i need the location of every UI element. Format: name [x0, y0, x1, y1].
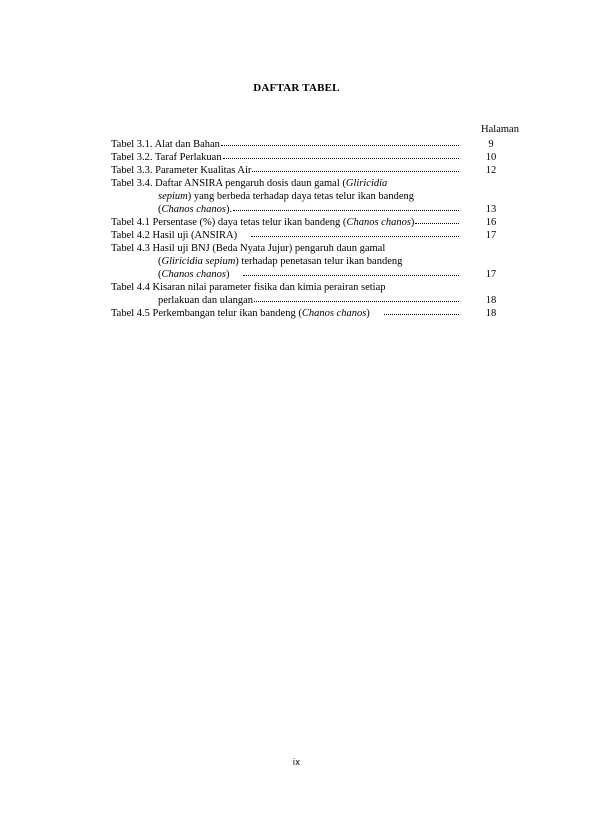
- entry-text: (: [158, 256, 162, 267]
- entry-text: Tabel 4.4 Kisaran nilai parameter fisika dan kimia perairan setiap: [111, 282, 386, 293]
- entry-text: Tabel 3.1. Alat dan Bahan: [111, 139, 220, 150]
- page-title: DAFTAR TABEL: [253, 82, 340, 94]
- entry-text: (: [158, 269, 162, 280]
- entry-text: Tabel 4.2 Hasil uji (ANSIRA): [111, 230, 238, 241]
- toc-entry-line: [111, 216, 521, 229]
- toc-entry-line: [111, 242, 521, 255]
- dot-leader: [254, 300, 459, 302]
- entry-text: perlakuan dan ulangan: [158, 295, 254, 306]
- toc-entry-line: [111, 203, 521, 216]
- page-number: 18: [485, 308, 497, 319]
- entry-text-italic: Gliricidia sepium: [161, 256, 236, 267]
- toc-entry: [111, 164, 521, 177]
- dot-leader: [251, 235, 459, 237]
- entry-text: (: [158, 204, 162, 215]
- page-number: 12: [485, 165, 497, 176]
- entry-text-italic: Chanos chanos: [301, 308, 367, 319]
- toc-entry-line: [111, 151, 521, 164]
- toc-entry-line: [111, 164, 521, 177]
- entry-text-italic: Chanos chanos: [161, 269, 226, 280]
- entry-text: ).: [225, 204, 233, 215]
- page-number: 17: [485, 230, 497, 241]
- entry-text-italic: Chanos chanos: [346, 217, 411, 228]
- dot-leader: [243, 274, 459, 276]
- toc-entry-line: [111, 307, 521, 320]
- entry-text: ): [225, 269, 230, 280]
- page-number: 17: [485, 269, 497, 280]
- dot-leader: [221, 144, 459, 146]
- entry-text: ): [366, 308, 370, 319]
- toc-entry-line: [111, 268, 521, 281]
- entry-text-italic: sepium: [158, 191, 188, 202]
- entry-text: ) yang berbeda terhadap daya tetas telur ikan bandeng: [187, 191, 414, 202]
- toc-entry-line: [111, 281, 521, 294]
- entry-text-italic: Chanos chanos: [161, 204, 226, 215]
- toc-entry: [111, 151, 521, 164]
- entry-text: Tabel 4.5 Perkembangan telur ikan bandeng (: [111, 308, 302, 319]
- dot-leader: [233, 209, 459, 211]
- dot-leader: [384, 313, 459, 315]
- toc-entry-line: [111, 255, 521, 268]
- entry-text: Tabel 4.3 Hasil uji BNJ (Beda Nyata Jujur) pengaruh daun gamal: [111, 243, 386, 254]
- dot-leader: [252, 170, 459, 172]
- toc-entry-line: [111, 138, 521, 151]
- entry-text: ) terhadap penetasan telur ikan bandeng: [235, 256, 403, 267]
- toc-entry-line: [111, 229, 521, 242]
- entry-text-italic: Gliricidia: [345, 178, 388, 189]
- toc-entry-line: [111, 294, 521, 307]
- toc-entry: [111, 307, 521, 320]
- entry-text: Tabel 3.4. Daftar ANSIRA pengaruh dosis daun gamal (: [111, 178, 346, 189]
- entry-text: Tabel 4.1 Persentase (%) daya tetas telur ikan bandeng (: [111, 217, 347, 228]
- toc-entry: [111, 138, 521, 151]
- page-number: 9: [488, 139, 494, 150]
- page-number: 13: [485, 204, 497, 215]
- entry-text: ): [410, 217, 415, 228]
- dot-leader: [223, 157, 459, 159]
- page-column-label: Halaman: [481, 124, 519, 135]
- page-number: 18: [485, 295, 497, 306]
- dot-leader: [415, 222, 459, 224]
- toc-entry-line: [111, 177, 521, 190]
- table-of-tables: [111, 138, 521, 320]
- entry-text: Tabel 3.2. Taraf Perlakuan: [111, 152, 222, 163]
- toc-entry: [111, 242, 521, 281]
- entry-text: Tabel 3.3. Parameter Kualitas Air: [111, 165, 252, 176]
- toc-entry: [111, 177, 521, 216]
- page-number: 16: [485, 217, 497, 228]
- toc-entry: [111, 229, 521, 242]
- page-number: 10: [485, 152, 497, 163]
- toc-entry: [111, 281, 521, 307]
- toc-entry-line: [111, 190, 521, 203]
- toc-entry: [111, 216, 521, 229]
- footer-page-number: ix: [292, 758, 301, 768]
